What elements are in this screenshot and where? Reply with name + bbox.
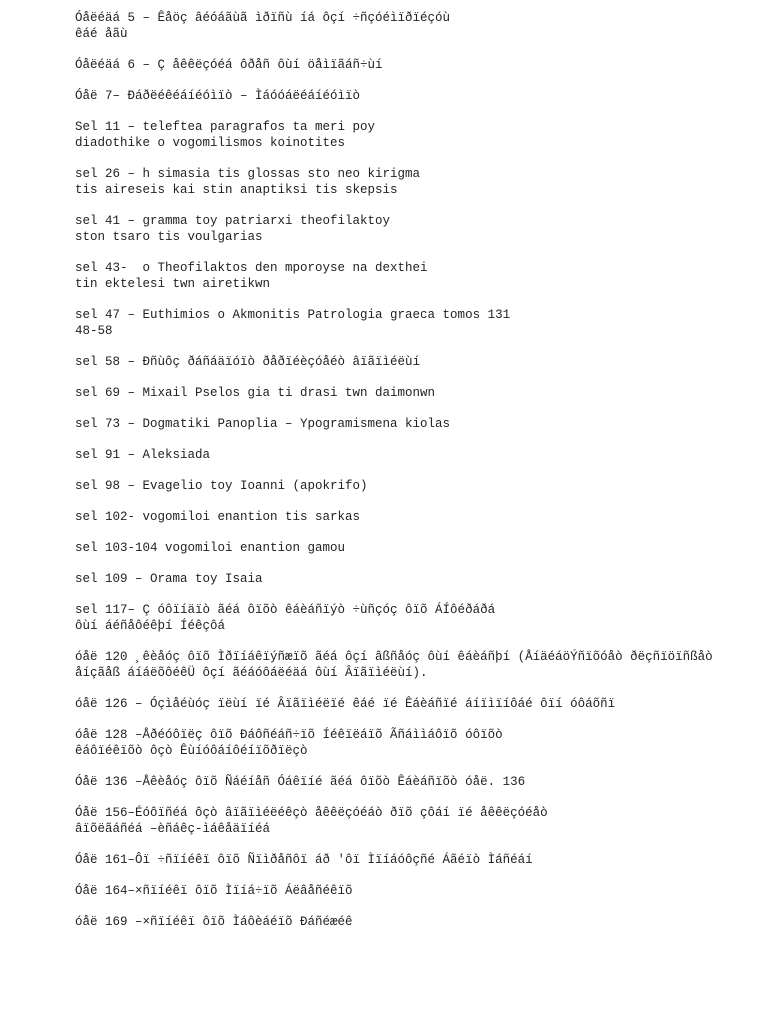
entry-line: ston tsaro tis voulgarias xyxy=(75,230,263,244)
document-entry xyxy=(75,571,755,587)
document-entry xyxy=(75,727,755,759)
entry-line: Sel 11 – teleftea paragrafos ta meri poy xyxy=(75,120,376,134)
entry-line: êáé åãù xyxy=(75,27,128,41)
entry-line: êáôïéêïõò ôçò Êùíóôáíôéíïõðïëçò xyxy=(75,744,308,758)
entry-line: óåë 120 ¸êèåóç ôïõ Ìðïíáêïýñæïõ ãéá ôçí âßñåóç ôùí êáèáñþí (ÅíäéáöÝñïõóåò ðëçñïöïñßåò xyxy=(75,650,713,664)
entry-line: tin ektelesi twn airetikwn xyxy=(75,277,271,291)
entry-line: Óåë 156–Éóôïñéá ôçò âïãïìéëéêçò åêêëçóéáò ðïõ çôáí ïé åêêëçóéåò xyxy=(75,806,548,820)
entry-line: sel 41 – gramma toy patriarxi theofilaktoy xyxy=(75,214,391,228)
document-entry xyxy=(75,914,755,930)
document-entry xyxy=(75,602,755,634)
entry-line: óåë 128 –Åðéóôïëç ôïõ Ðáôñéáñ÷ïõ Íéêïëáïõ Ãñáììáôïõ óôïõò xyxy=(75,728,503,742)
entry-line: sel 98 – Evagelio toy Ioanni (apokrifo) xyxy=(75,479,368,493)
entry-line: óåë 126 – Óçìåéùóç ïëùí ïé Âïãïìéëïé êáé ïé Êáèáñïé áíïìïíôáé ôïí óôáõñï xyxy=(75,697,616,711)
entry-line: åíçãåß áíáëõôéêÜ ôçí ãéáóôáëéäá ôùí Âïãïìéëùí). xyxy=(75,666,428,680)
entry-line: sel 43- o Theofilaktos den mporoyse na dexthei xyxy=(75,261,428,275)
document-entry xyxy=(75,478,755,494)
document-entry xyxy=(75,805,755,837)
document-entry xyxy=(75,774,755,790)
document-entry xyxy=(75,540,755,556)
entry-line: âïõëãáñéá –èñáêç-ìáêåäïíéá xyxy=(75,822,271,836)
entry-line: sel 58 – Ðñùôç ðáñáäïóïò ðåðïéèçóåéò âïãïìéëùí xyxy=(75,355,421,369)
document-entry xyxy=(75,213,755,245)
document-entry xyxy=(75,852,755,868)
document-entry xyxy=(75,447,755,463)
entry-line: 48-58 xyxy=(75,324,113,338)
entry-line: sel 26 – h simasia tis glossas sto neo kirigma xyxy=(75,167,421,181)
entry-line: Óåë 164–×ñïíéêï ôïõ Ìïíá÷ïõ Áëâåñéêïõ xyxy=(75,884,353,898)
entry-line: sel 91 – Aleksiada xyxy=(75,448,211,462)
document-entry xyxy=(75,385,755,401)
entry-line: sel 73 – Dogmatiki Panoplia – Ypogramismena kiolas xyxy=(75,417,451,431)
document-entry xyxy=(75,119,755,151)
document-entry xyxy=(75,88,755,104)
document-entry xyxy=(75,10,755,42)
entry-line: tis aireseis kai stin anaptiksi tis skepsis xyxy=(75,183,398,197)
entry-line: sel 47 – Euthimios o Akmonitis Patrologia graeca tomos 131 xyxy=(75,308,511,322)
entry-line: ôùí áéñåôéêþí Íéêçôá xyxy=(75,619,226,633)
entry-line: diadothike o vogomilismos koinotites xyxy=(75,136,346,150)
entry-line: Óåëéäá 6 – Ç åêêëçóéá ôðåñ ôùí öåìïãáñ÷ùí xyxy=(75,58,383,72)
document-entry xyxy=(75,883,755,899)
entry-line: sel 69 – Mixail Pselos gia ti drasi twn daimonwn xyxy=(75,386,436,400)
document-entry xyxy=(75,260,755,292)
document-entry xyxy=(75,57,755,73)
document-page xyxy=(75,10,755,945)
document-entry xyxy=(75,649,755,681)
entry-line: sel 103-104 vogomiloi enantion gamou xyxy=(75,541,346,555)
entry-line: Óåë 161–Ôï ÷ñïíéêï ôïõ Ñïìðåñôï áð 'ôï Ìïíáóôçñé Áãéïò Ìáñéáí xyxy=(75,853,533,867)
entry-line: Óåë 7– Ðáðëéêéáíéóìïò – Ìáóóáëéáíéóìïò xyxy=(75,89,361,103)
document-entry xyxy=(75,354,755,370)
entry-line: Óåëéäá 5 – Êåöç âéóáãùã ìðïñù íá ôçí ÷ñçóéìïðïéçóù xyxy=(75,11,451,25)
document-entry xyxy=(75,416,755,432)
entry-line: Óåë 136 –Åêèåóç ôïõ Ñáéíåñ Óáêïíé ãéá ôïõò Êáèáñïõò óåë. 136 xyxy=(75,775,526,789)
entry-line: óåë 169 –×ñïíéêï ôïõ Ìáôèáéïõ Ðáñéæéê xyxy=(75,915,353,929)
entry-line: sel 102- vogomiloi enantion tis sarkas xyxy=(75,510,361,524)
document-entry xyxy=(75,307,755,339)
entry-line: sel 109 – Orama toy Isaia xyxy=(75,572,263,586)
document-entry xyxy=(75,696,755,712)
document-entry xyxy=(75,509,755,525)
entry-line: sel 117– Ç óôïíäïò ãéá ôïõò êáèáñïýò ÷ùñçóç ôïõ ÁÍôéðáðá xyxy=(75,603,496,617)
document-entry xyxy=(75,166,755,198)
